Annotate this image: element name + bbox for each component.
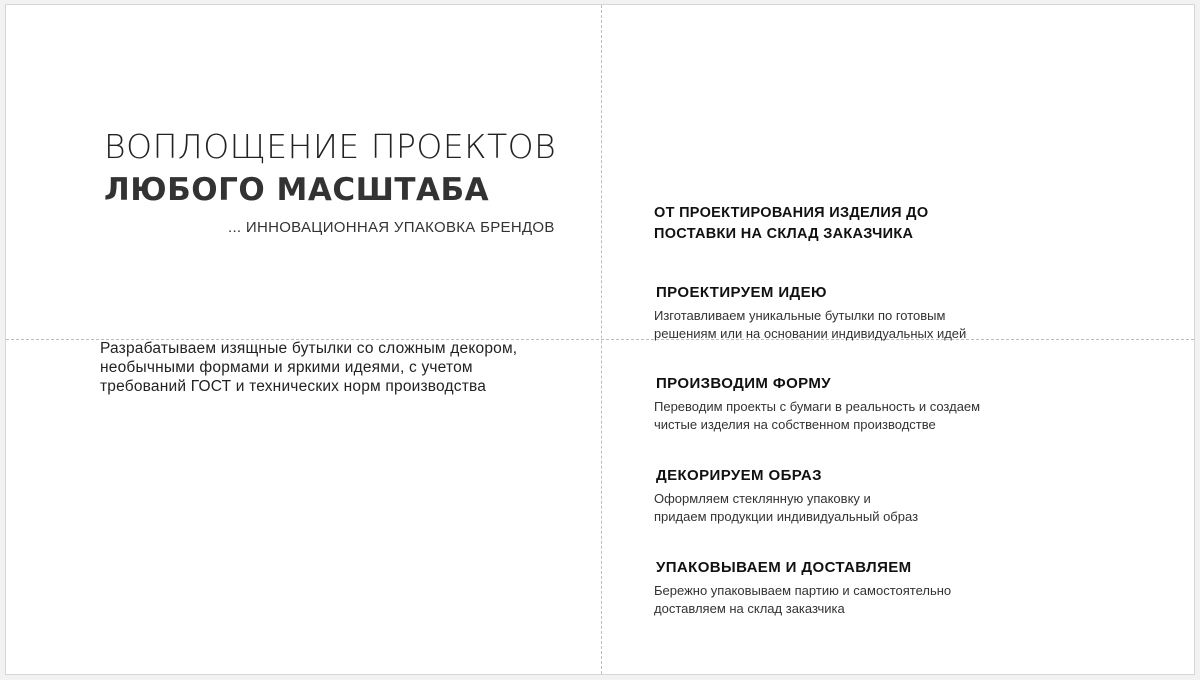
step-title: ДЕКОРИРУЕМ ОБРАЗ [656,467,822,484]
step-text: Переводим проекты с бумаги в реальность и создаем чистые изделия на собственном производстве [654,399,981,432]
process-heading[interactable]: ОТ ПРОЕКТИРОВАНИЯ ИЗДЕЛИЯ ДО ПОСТАВКИ НА СКЛАД ЗАКАЗЧИКА [654,205,929,242]
slide-canvas[interactable] [5,4,1195,675]
step-decor[interactable] [654,466,1094,525]
step-title: ПРОИЗВОДИМ ФОРМУ [656,375,831,392]
headline-line-1: ВОПЛОЩЕНИЕ ПРОЕКТОВ [104,127,557,166]
step-mold[interactable] [654,374,1094,433]
step-text: Оформляем стеклянную упаковку и придаем продукции индивидуальный образ [654,491,919,524]
step-title: ПРОЕКТИРУЕМ ИДЕЮ [656,284,827,301]
headline[interactable] [104,125,624,211]
tagline[interactable]: ... ИННОВАЦИОННАЯ УПАКОВКА БРЕНДОВ [228,219,555,236]
description-text[interactable]: Разрабатываем изящные бутылки со сложным декором, необычными формами и яркими идеями, с учетом требований ГОСТ и технических норм производства [100,340,518,395]
step-text: Бережно упаковываем партию и самостоятельно доставляем на склад заказчика [654,583,952,616]
step-text: Изготавливаем уникальные бутылки по готовым решениям или на основании индивидуальных идей [654,308,967,341]
headline-line-2: ЛЮБОГО МАСШТАБА [104,172,490,208]
step-delivery[interactable] [654,558,1094,617]
step-title: УПАКОВЫВАЕМ И ДОСТАВЛЯЕМ [656,559,912,576]
step-design[interactable] [654,283,1094,342]
